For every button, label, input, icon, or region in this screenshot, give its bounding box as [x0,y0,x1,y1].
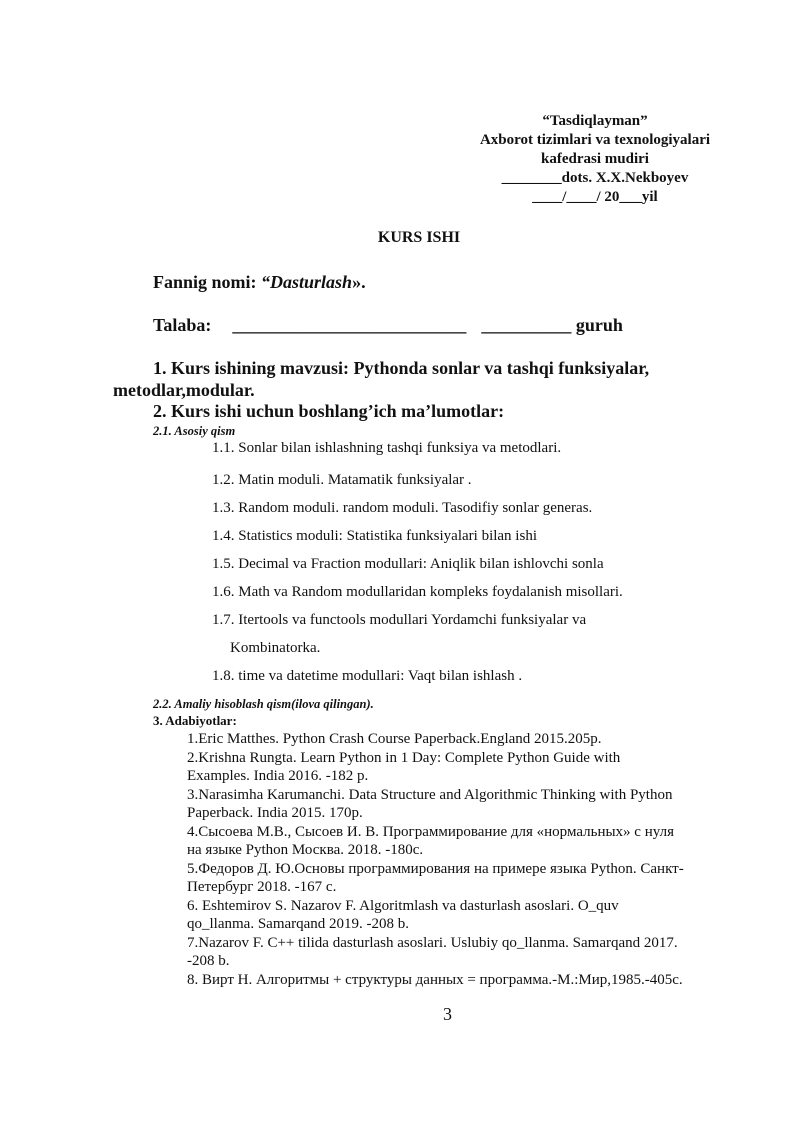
document-title: KURS ISHI [377,229,461,246]
literature-line: 6. Eshtemirov S. Nazarov F. Algoritmlash va dasturlash asoslari. O_quv [187,897,619,914]
literature-line: 8. Вирт Н. Алгоритмы + структуры данных = программа.-М.:Мир,1985.-405с. [187,971,683,988]
approval-signature: ________dots. X.X.Nekboyev [501,170,689,186]
list-item: 1.4. Statistics moduli: Statistika funksiyalari bilan ishi [212,528,537,544]
literature-line: на языке Python Москва. 2018. -180с. [187,842,424,858]
section-2-heading: 2. Kurs ishi uchun boshlang’ich ma’lumotlar: [153,401,505,421]
list-item: 1.5. Decimal va Fraction modullari: Aniqlik bilan ishlovchi sonla [212,556,604,572]
main-part-heading: 2.1. Asosiy qism [153,424,236,438]
subject-line [153,272,366,293]
approval-date: ____/____/ 20___yil [532,189,658,205]
subject-value: “Dasturlash [261,272,353,292]
approval-title: “Tasdiqlayman” [542,113,648,129]
literature-line: 3.Narasimha Karumanchi. Data Structure and Algorithmic Thinking with Python [187,786,673,803]
approval-block [440,112,750,207]
subject-suffix: ». [352,272,366,292]
list-item-continuation: Kombinatorka. [230,640,321,656]
list-item: 1.2. Matin moduli. Matamatik funksiyalar . [212,472,472,488]
approval-department: Axborot tizimlari va texnologiyalari [479,132,711,148]
student-group-label: guruh [575,315,623,335]
literature-line: qo_llanma. Samarqand 2019. -208 b. [187,916,410,932]
literature-line: 1.Eric Matthes. Python Crash Course Paperback.England 2015.205p. [187,731,602,747]
student-group-blank: __________ [481,315,572,335]
literature-line: Examples. India 2016. -182 p. [187,768,369,784]
literature-line: Paperback. India 2015. 170p. [187,805,363,821]
literature-line: Петербург 2018. -167 с. [187,879,337,895]
subject-label: Fannig nomi: [153,272,262,292]
practical-part-heading: 2.2. Amaliy hisoblash qism(ilova qilingan). [153,697,374,711]
literature-line: 2.Krishna Rungta. Learn Python in 1 Day: Complete Python Guide with [187,749,621,766]
page-number: 3 [443,1004,452,1024]
list-item: 1.1. Sonlar bilan ishlashning tashqi funksiya va metodlari. [212,440,562,456]
student-line [153,315,623,336]
literature-line: 4.Сысоева М.В., Сысоев И. В. Программирование для «нормальных» с нуля [187,823,674,840]
literature-line: 5.Федоров Д. Ю.Основы программирования на примере языка Python. Санкт- [187,860,684,877]
literature-line: 7.Nazarov F. C++ tilida dasturlash asoslari. Uslubiy qo_llanma. Samarqand 2017. [187,934,678,951]
literature-line: -208 b. [187,953,230,969]
literature-list [187,730,747,989]
literature-heading: 3. Adabiyotlar: [153,713,237,728]
topic-line-1: 1. Kurs ishining mavzusi: Pythonda sonlar va tashqi funksiyalar, [153,358,650,378]
approval-role: kafedrasi mudiri [541,151,649,167]
student-name-blank: __________________________ [232,315,467,335]
list-item: 1.3. Random moduli. random moduli. Tasodifiy sonlar generas. [212,500,593,516]
topic-line-2: metodlar,modular. [113,380,255,400]
list-item: 1.6. Math va Random modullaridan kompleks foydalanish misollari. [212,584,623,600]
list-item: 1.7. Itertools va functools modullari Yordamchi funksiyalar va [212,612,587,628]
student-label: Talaba: [153,315,212,335]
list-item: 1.8. time va datetime modullari: Vaqt bilan ishlash . [212,668,523,684]
